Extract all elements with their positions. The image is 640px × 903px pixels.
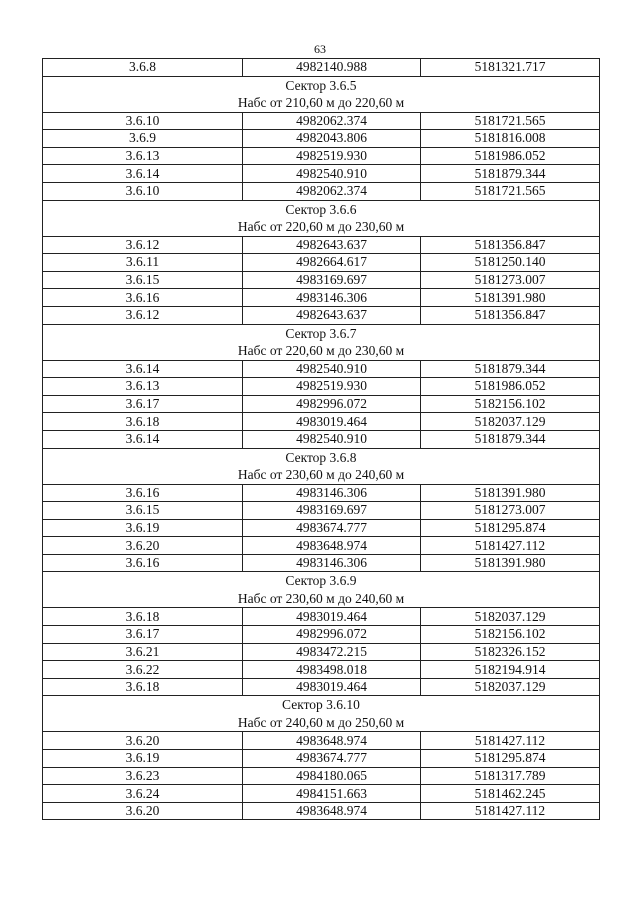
- point-id-cell: 3.6.20: [43, 732, 243, 750]
- y-coordinate-cell: 5181295.874: [421, 750, 600, 768]
- y-coordinate-cell: 5181879.344: [421, 165, 600, 183]
- point-row: [43, 430, 600, 448]
- sector-header-cell: [43, 572, 600, 608]
- x-coordinate-cell: 4982519.930: [243, 378, 421, 396]
- point-id-cell: 3.6.19: [43, 750, 243, 768]
- sector-title: Сектор 3.6.6: [285, 201, 357, 217]
- x-coordinate-cell: 4983648.974: [243, 802, 421, 820]
- x-coordinate-cell: 4982519.930: [243, 147, 421, 165]
- x-coordinate-cell: 4983019.464: [243, 678, 421, 696]
- sector-height-range: Набс от 240,60 м до 250,60 м: [237, 714, 405, 730]
- point-id-cell: 3.6.21: [43, 643, 243, 661]
- y-coordinate-cell: 5181391.980: [421, 554, 600, 572]
- y-coordinate-cell: 5181427.112: [421, 802, 600, 820]
- point-id-cell: 3.6.11: [43, 254, 243, 272]
- point-id-cell: 3.6.18: [43, 413, 243, 431]
- sector-height-range: Набс от 230,60 м до 240,60 м: [237, 590, 405, 606]
- y-coordinate-cell: 5181356.847: [421, 236, 600, 254]
- point-id-cell: 3.6.9: [43, 130, 243, 148]
- point-row: [43, 519, 600, 537]
- x-coordinate-cell: 4983169.697: [243, 271, 421, 289]
- sector-header-cell: [43, 324, 600, 360]
- sector-header-row: [43, 696, 600, 732]
- y-coordinate-cell: 5182037.129: [421, 413, 600, 431]
- y-coordinate-cell: 5181321.717: [421, 59, 600, 77]
- y-coordinate-cell: 5181879.344: [421, 430, 600, 448]
- page-number: 63: [314, 42, 326, 56]
- sector-header-row: [43, 572, 600, 608]
- point-id-cell: 3.6.24: [43, 785, 243, 803]
- point-row: [43, 165, 600, 183]
- y-coordinate-cell: 5181427.112: [421, 537, 600, 555]
- sector-title: Сектор 3.6.7: [285, 325, 357, 341]
- point-id-cell: 3.6.12: [43, 236, 243, 254]
- point-id-cell: 3.6.17: [43, 395, 243, 413]
- y-coordinate-cell: 5181721.565: [421, 112, 600, 130]
- point-row: [43, 147, 600, 165]
- y-coordinate-cell: 5181273.007: [421, 502, 600, 520]
- x-coordinate-cell: 4983146.306: [243, 484, 421, 502]
- sector-title: Сектор 3.6.9: [285, 573, 357, 589]
- y-coordinate-cell: 5181462.245: [421, 785, 600, 803]
- point-row: [43, 378, 600, 396]
- y-coordinate-cell: 5181317.789: [421, 767, 600, 785]
- point-id-cell: 3.6.23: [43, 767, 243, 785]
- point-row: [43, 306, 600, 324]
- point-row: [43, 732, 600, 750]
- point-id-cell: 3.6.17: [43, 626, 243, 644]
- point-id-cell: 3.6.15: [43, 271, 243, 289]
- point-id-cell: 3.6.16: [43, 554, 243, 572]
- point-row: [43, 750, 600, 768]
- x-coordinate-cell: 4983648.974: [243, 732, 421, 750]
- coordinates-table-body: [43, 59, 600, 820]
- point-id-cell: 3.6.13: [43, 378, 243, 396]
- x-coordinate-cell: 4982062.374: [243, 112, 421, 130]
- sector-height-range: Набс от 210,60 м до 220,60 м: [237, 95, 405, 111]
- point-id-cell: 3.6.18: [43, 608, 243, 626]
- y-coordinate-cell: 5181295.874: [421, 519, 600, 537]
- y-coordinate-cell: 5181356.847: [421, 306, 600, 324]
- point-row: [43, 626, 600, 644]
- x-coordinate-cell: 4982643.637: [243, 306, 421, 324]
- x-coordinate-cell: 4983019.464: [243, 413, 421, 431]
- x-coordinate-cell: 4983019.464: [243, 608, 421, 626]
- y-coordinate-cell: 5181816.008: [421, 130, 600, 148]
- y-coordinate-cell: 5181391.980: [421, 484, 600, 502]
- x-coordinate-cell: 4983169.697: [243, 502, 421, 520]
- x-coordinate-cell: 4983674.777: [243, 750, 421, 768]
- point-row: [43, 802, 600, 820]
- x-coordinate-cell: 4983674.777: [243, 519, 421, 537]
- sector-height-range: Набс от 230,60 м до 240,60 м: [237, 467, 405, 482]
- sector-title: Сектор 3.6.8: [285, 449, 357, 465]
- point-row: [43, 608, 600, 626]
- sector-header-row: [43, 324, 600, 360]
- x-coordinate-cell: 4982643.637: [243, 236, 421, 254]
- sector-header-cell: [43, 76, 600, 112]
- y-coordinate-cell: 5181879.344: [421, 360, 600, 378]
- x-coordinate-cell: 4982540.910: [243, 165, 421, 183]
- sector-header-cell: [43, 696, 600, 732]
- x-coordinate-cell: 4984151.663: [243, 785, 421, 803]
- point-id-cell: 3.6.10: [43, 182, 243, 200]
- x-coordinate-cell: 4983472.215: [243, 643, 421, 661]
- point-row: [43, 271, 600, 289]
- sector-title: Сектор 3.6.5: [285, 77, 357, 93]
- x-coordinate-cell: 4983498.018: [243, 661, 421, 679]
- x-coordinate-cell: 4982664.617: [243, 254, 421, 272]
- point-id-cell: 3.6.14: [43, 165, 243, 183]
- y-coordinate-cell: 5181427.112: [421, 732, 600, 750]
- coordinates-table: [42, 58, 600, 820]
- sector-title: Сектор 3.6.10: [282, 697, 360, 713]
- y-coordinate-cell: 5182037.129: [421, 678, 600, 696]
- x-coordinate-cell: 4982062.374: [243, 182, 421, 200]
- point-id-cell: 3.6.10: [43, 112, 243, 130]
- x-coordinate-cell: 4982996.072: [243, 395, 421, 413]
- x-coordinate-cell: 4983146.306: [243, 554, 421, 572]
- point-row: [43, 643, 600, 661]
- sector-header-row: [43, 448, 600, 484]
- point-row: [43, 537, 600, 555]
- x-coordinate-cell: 4982540.910: [243, 430, 421, 448]
- y-coordinate-cell: 5182326.152: [421, 643, 600, 661]
- point-id-cell: 3.6.20: [43, 537, 243, 555]
- point-id-cell: 3.6.14: [43, 360, 243, 378]
- point-id-cell: 3.6.19: [43, 519, 243, 537]
- point-id-cell: 3.6.22: [43, 661, 243, 679]
- point-row: [43, 413, 600, 431]
- point-row: [43, 112, 600, 130]
- y-coordinate-cell: 5182156.102: [421, 626, 600, 644]
- point-row: [43, 289, 600, 307]
- point-id-cell: 3.6.8: [43, 59, 243, 77]
- y-coordinate-cell: 5181391.980: [421, 289, 600, 307]
- y-coordinate-cell: 5182037.129: [421, 608, 600, 626]
- sector-header-row: [43, 76, 600, 112]
- sector-header-cell: [43, 200, 600, 236]
- x-coordinate-cell: 4982140.988: [243, 59, 421, 77]
- point-row: [43, 554, 600, 572]
- point-id-cell: 3.6.12: [43, 306, 243, 324]
- point-row: [43, 484, 600, 502]
- point-row: [43, 130, 600, 148]
- point-id-cell: 3.6.20: [43, 802, 243, 820]
- point-row: [43, 785, 600, 803]
- point-id-cell: 3.6.13: [43, 147, 243, 165]
- point-row: [43, 59, 600, 77]
- point-id-cell: 3.6.16: [43, 484, 243, 502]
- point-row: [43, 395, 600, 413]
- x-coordinate-cell: 4983146.306: [243, 289, 421, 307]
- x-coordinate-cell: 4984180.065: [243, 767, 421, 785]
- point-row: [43, 182, 600, 200]
- x-coordinate-cell: 4983648.974: [243, 537, 421, 555]
- x-coordinate-cell: 4982996.072: [243, 626, 421, 644]
- sector-height-range: Набс от 220,60 м до 230,60 м: [237, 219, 405, 235]
- point-id-cell: 3.6.15: [43, 502, 243, 520]
- point-row: [43, 767, 600, 785]
- y-coordinate-cell: 5182156.102: [421, 395, 600, 413]
- point-id-cell: 3.6.18: [43, 678, 243, 696]
- y-coordinate-cell: 5181273.007: [421, 271, 600, 289]
- x-coordinate-cell: 4982043.806: [243, 130, 421, 148]
- sector-header-cell: [43, 448, 600, 484]
- point-row: [43, 678, 600, 696]
- point-row: [43, 236, 600, 254]
- point-id-cell: 3.6.14: [43, 430, 243, 448]
- y-coordinate-cell: 5181986.052: [421, 378, 600, 396]
- point-row: [43, 254, 600, 272]
- point-row: [43, 661, 600, 679]
- y-coordinate-cell: 5181721.565: [421, 182, 600, 200]
- sector-height-range: Набс от 220,60 м до 230,60 м: [237, 343, 405, 359]
- y-coordinate-cell: 5181986.052: [421, 147, 600, 165]
- point-id-cell: 3.6.16: [43, 289, 243, 307]
- sector-header-row: [43, 200, 600, 236]
- point-row: [43, 502, 600, 520]
- y-coordinate-cell: 5181250.140: [421, 254, 600, 272]
- point-row: [43, 360, 600, 378]
- x-coordinate-cell: 4982540.910: [243, 360, 421, 378]
- y-coordinate-cell: 5182194.914: [421, 661, 600, 679]
